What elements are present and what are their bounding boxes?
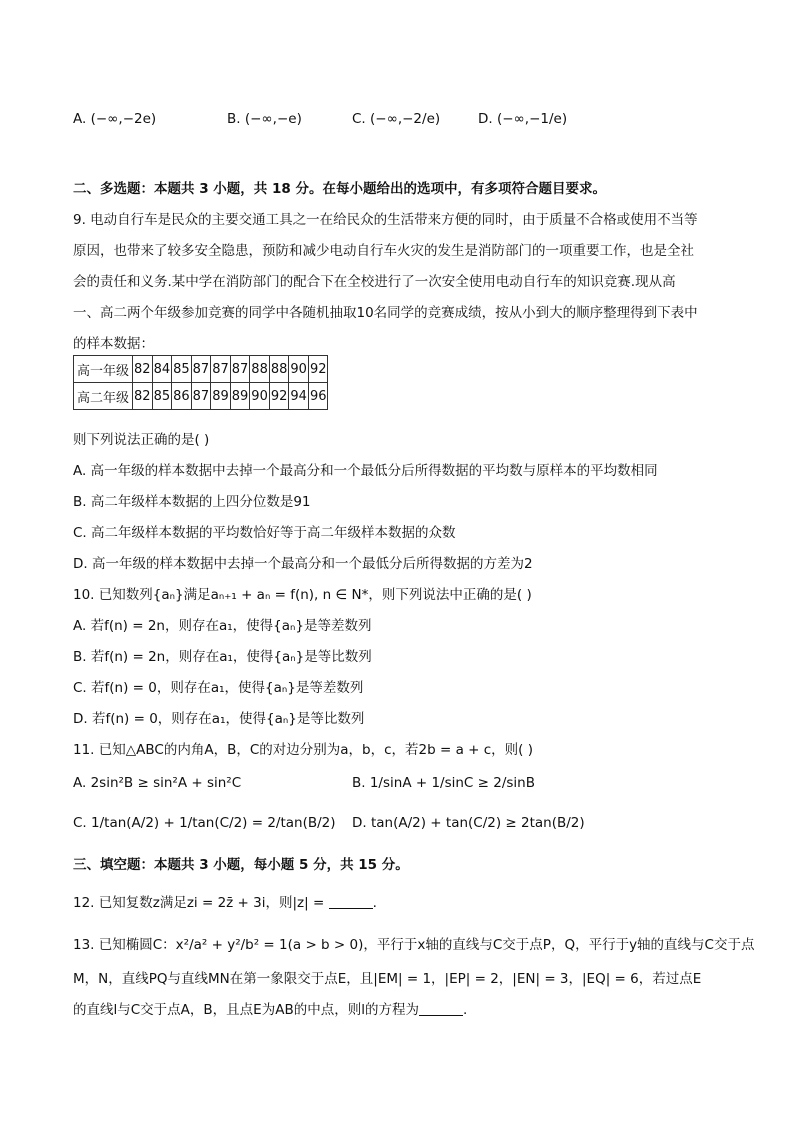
- q8-option-a: A. (−∞,−2e): [73, 111, 157, 127]
- q9-option-d: D. 高一年级的样本数据中去掉一个最高分和一个最低分后所得数据的方差为2: [73, 556, 533, 572]
- row-label: 高二年级: [74, 383, 133, 410]
- q11-option-d: D. tan(A/2) + tan(C/2) ≥ 2tan(B/2): [352, 815, 585, 831]
- q10-option-d: D. 若f(n) = 0，则存在a₁，使得{aₙ}是等比数列: [73, 711, 365, 727]
- answer-blank[interactable]: [419, 1003, 463, 1016]
- table-cell: 86: [172, 383, 192, 410]
- q8-option-d: D. (−∞,−1/e): [478, 111, 568, 127]
- table-cell: 90: [289, 356, 309, 383]
- q13-line-3-row: [73, 998, 467, 1018]
- q11-option-c: C. 1/tan(A/2) + 1/tan(C/2) = 2/tan(B/2): [73, 815, 336, 831]
- q9-option-a: A. 高一年级的样本数据中去掉一个最高分和一个最低分后所得数据的平均数与原样本的平均数相同: [73, 463, 658, 479]
- table-cell: 82: [133, 356, 153, 383]
- q11-stem: 11. 已知△ABC的内角A，B，C的对边分别为a，b，c，若2b = a + c，则( ): [73, 742, 533, 758]
- q8-option-b: B. (−∞,−e): [227, 111, 302, 127]
- q12-stem: 12. 已知复数z满足zi = 2z̄ + 3i，则|z| =: [73, 895, 329, 911]
- table-row: [74, 383, 328, 410]
- q11-option-a: A. 2sin²B ≥ sin²A + sin²C: [73, 775, 242, 791]
- answer-blank[interactable]: [329, 896, 373, 909]
- q12-stem-row: [73, 891, 377, 911]
- q12-tail: .: [372, 895, 377, 911]
- q13-line-2: M，N，直线PQ与直线MN在第一象限交于点E，且|EM| = 1，|EP| = 2，|EN| = 3，|EQ| = 6，若过点E: [73, 971, 702, 987]
- table-cell: 96: [308, 383, 328, 410]
- q9-stem-line: 一、高二两个年级参加竞赛的同学中各随机抽取10名同学的竞赛成绩，按从小到大的顺序整理得到下表中: [73, 305, 698, 321]
- row-label: 高一年级: [74, 356, 133, 383]
- table-cell: 82: [133, 383, 153, 410]
- table-cell: 87: [191, 383, 211, 410]
- score-table: [73, 355, 328, 410]
- table-cell: 92: [308, 356, 328, 383]
- q13-tail: .: [462, 1002, 468, 1018]
- section3-header: 三、填空题：本题共 3 小题，每小题 5 分，共 15 分。: [73, 857, 409, 873]
- q9-option-c: C. 高二年级样本数据的平均数恰好等于高二年级样本数据的众数: [73, 525, 456, 541]
- q9-stem-line: 9. 电动自行车是民众的主要交通工具之一在给民众的生活带来方便的同时，由于质量不合格或使用不当等: [73, 212, 698, 228]
- q9-option-b: B. 高二年级样本数据的上四分位数是91: [73, 494, 311, 510]
- table-cell: 85: [172, 356, 192, 383]
- table-cell: 85: [152, 383, 172, 410]
- table-cell: 87: [230, 356, 250, 383]
- table-cell: 88: [269, 356, 289, 383]
- q9-question: 则下列说法正确的是( ): [73, 432, 210, 448]
- table-cell: 84: [152, 356, 172, 383]
- section2-header: 二、多选题：本题共 3 小题，共 18 分。在每小题给出的选项中，有多项符合题目要求。: [73, 181, 606, 197]
- table-cell: 89: [211, 383, 231, 410]
- table-cell: 92: [269, 383, 289, 410]
- q9-stem-line: 原因，也带来了较多安全隐患，预防和减少电动自行车火灾的发生是消防部门的一项重要工作，也是全社: [73, 243, 694, 259]
- q10-option-c: C. 若f(n) = 0，则存在a₁，使得{aₙ}是等差数列: [73, 680, 364, 696]
- table-cell: 94: [289, 383, 309, 410]
- q10-option-b: B. 若f(n) = 2n，则存在a₁，使得{aₙ}是等比数列: [73, 649, 372, 665]
- table-cell: 87: [191, 356, 211, 383]
- table-cell: 88: [250, 356, 270, 383]
- q10-stem: 10. 已知数列{aₙ}满足aₙ₊₁ + aₙ = f(n), n ∈ N*，则下列说法中正确的是( ): [73, 587, 532, 603]
- table-cell: 87: [211, 356, 231, 383]
- table-cell: 89: [230, 383, 250, 410]
- q9-stem-line: 会的责任和义务.某中学在消防部门的配合下在全校进行了一次安全使用电动自行车的知识竞赛.现从高: [73, 274, 676, 290]
- q10-option-a: A. 若f(n) = 2n，则存在a₁，使得{aₙ}是等差数列: [73, 618, 372, 634]
- q13-line-3: 的直线l与C交于点A，B，且点E为AB的中点，则l的方程为: [73, 1002, 419, 1018]
- q13-line-1: 13. 已知椭圆C：x²/a² + y²/b² = 1(a > b > 0)，平行于x轴的直线与C交于点P，Q，平行于y轴的直线与C交于点: [73, 937, 755, 953]
- q8-option-c: C. (−∞,−2/e): [352, 111, 441, 127]
- table-row: [74, 356, 328, 383]
- q9-stem-line: 的样本数据：: [73, 336, 154, 352]
- table-cell: 90: [250, 383, 270, 410]
- q11-option-b: B. 1/sinA + 1/sinC ≥ 2/sinB: [352, 775, 535, 791]
